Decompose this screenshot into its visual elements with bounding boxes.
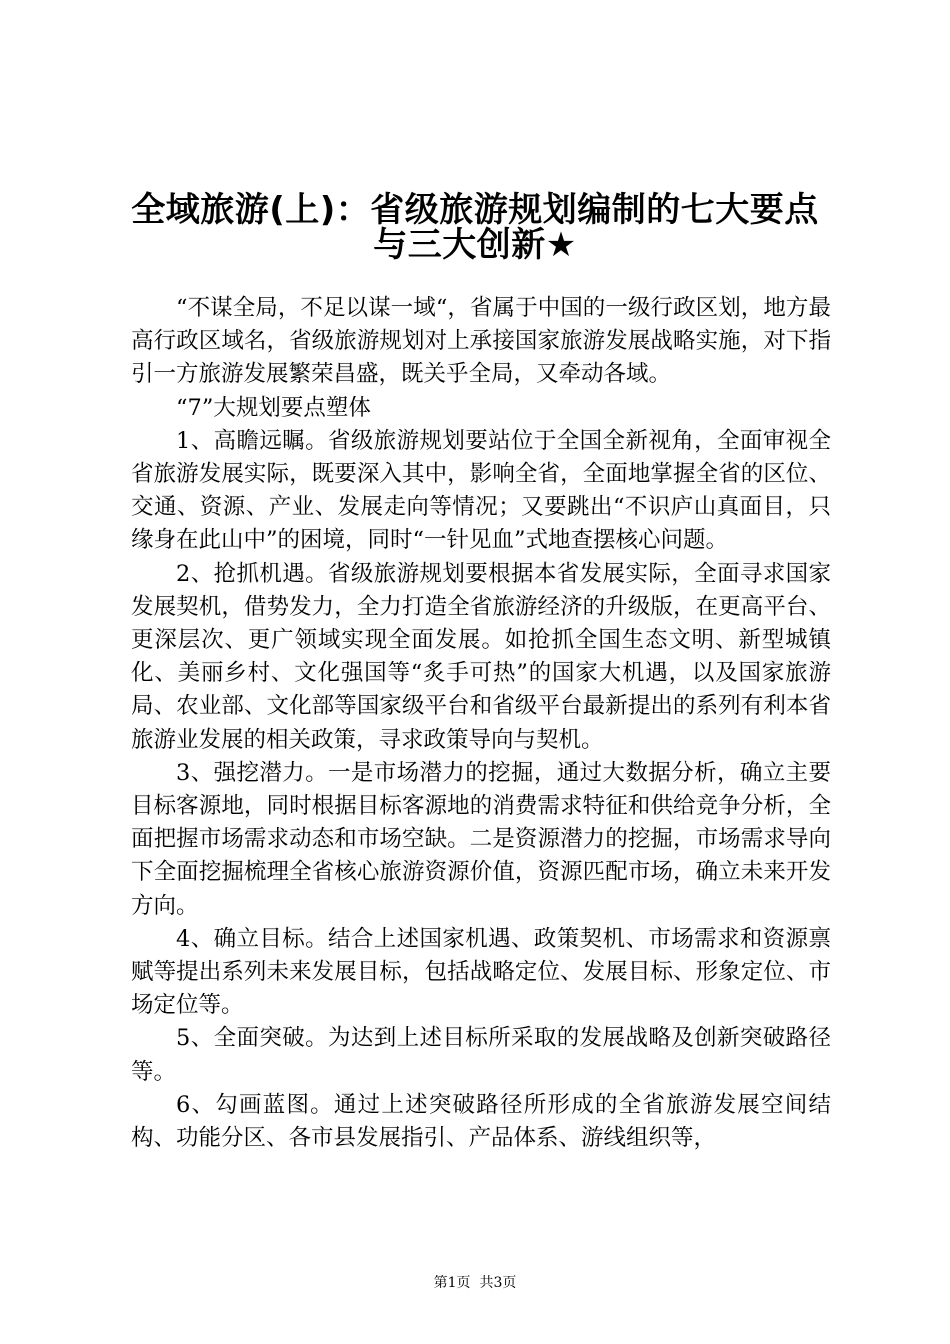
document-title-line-1: 全域旅游(上)：省级旅游规划编制的七大要点 xyxy=(131,190,819,230)
paragraph-intro: “不谋全局，不足以谋一域“，省属于中国的一级行政区划，地方最高行政区域名，省级旅游规划对上承接国家旅游发展战略实施，对下指引一方旅游发展繁荣昌盛，既关乎全局，又牵动各域。 xyxy=(131,295,831,388)
document-body xyxy=(131,292,831,1155)
paragraph-point-4: 4、确立目标。结合上述国家机遇、政策契机、市场需求和资源禀赋等提出系列未来发展目标，包括战略定位、发展目标、形象定位、市场定位等。 xyxy=(131,925,831,1019)
page-number-label: 第1页 共3页 xyxy=(433,1275,517,1291)
paragraph-point-6: 6、勾画蓝图。通过上述突破路径所形成的全省旅游发展空间结构、功能分区、各市县发展指引、产品体系、游线组织等， xyxy=(131,1091,831,1152)
page-footer xyxy=(0,1273,950,1293)
paragraph-point-1: 1、高瞻远瞩。省级旅游规划要站位于全国全新视角，全面审视全省旅游发展实际，既要深入其中，影响全省，全面地掌握全省的区位、交通、资源、产业、发展走向等情况；又要跳出“不识庐山真面目，只缘身在此山中”的困境，同时“一针见血”式地查摆核心问题。 xyxy=(131,427,831,554)
paragraph-point-2: 2、抢抓机遇。省级旅游规划要根据本省发展实际，全面寻求国家发展契机，借势发力，全力打造全省旅游经济的升级版，在更高平台、更深层次、更广领域实现全面发展。如抢抓全国生态文明、新型城镇化、美丽乡村、文化强国等“炙手可热”的国家大机遇，以及国家旅游局、农业部、文化部等国家级平台和省级平台最新提出的系列有利本省旅游业发展的相关政策，寻求政策导向与契机。 xyxy=(131,560,831,753)
paragraph-point-5: 5、全面突破。为达到上述目标所采取的发展战略及创新突破路径等。 xyxy=(131,1025,831,1085)
section-heading: “7”大规划要点塑体 xyxy=(176,394,371,421)
paragraph-point-3: 3、强挖潜力。一是市场潜力的挖掘，通过大数据分析，确立主要目标客源地，同时根据目标客源地的消费需求特征和供给竞争分析，全面把握市场需求动态和市场空缺。二是资源潜力的挖掘，市场需求导向下全面挖掘梳理全省核心旅游资源价值，资源匹配市场，确立未来开发方向。 xyxy=(131,759,831,919)
document-title-line-2: 与三大创新★ xyxy=(373,225,577,265)
